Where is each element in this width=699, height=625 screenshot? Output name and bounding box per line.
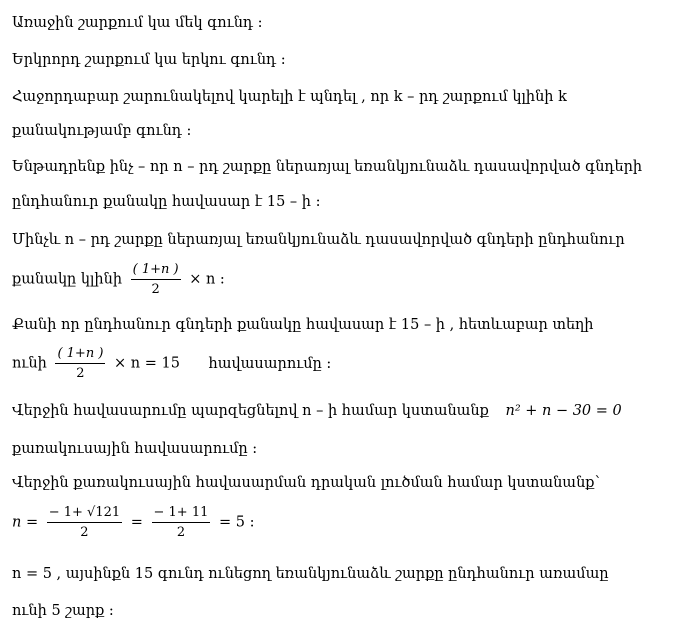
formula4-denominator-1: 2: [80, 525, 89, 540]
formula2-tail: հավասարումը :: [208, 355, 332, 372]
formula4-eq: =: [130, 514, 143, 531]
formula-line-2: [12, 346, 331, 381]
formula2-denominator: 2: [76, 366, 85, 381]
line-11: Վերջին քառակուսային հավասարման դրական լուծման համար կստանանք՝: [12, 475, 600, 491]
line-4: քանակությամբ գունդ :: [12, 123, 192, 139]
line-1: Առաջին շարքում կա մեկ գունդ :: [12, 15, 263, 31]
formula3: n² + n − 30 = 0: [505, 403, 622, 419]
line-6: ընդհանուր քանակը հավասար է 15 – ի :: [12, 194, 321, 210]
line-10: քառակուսային հավասարումը :: [12, 441, 258, 457]
formula2-suffix: × n = 15: [114, 355, 180, 372]
formula1-fraction: [131, 262, 181, 297]
line-5: Ենթադրենք ինչ – որ n – րդ շարքը ներառյալ եռանկյունաձև դասավորված գնդերի: [12, 159, 643, 175]
formula4-result: = 5 :: [219, 514, 255, 531]
formula4-numerator-2: − 1+ 11: [152, 505, 211, 523]
formula-line-1: [12, 262, 225, 297]
formula4-numerator-1: − 1+ √121: [47, 505, 122, 523]
line-8: Քանի որ ընդհանուր գնդերի քանակը հավասար է 15 – ի , հետևաբար տեղի: [12, 317, 594, 333]
line-7: Մինչև n – րդ շարքը ներառյալ եռանկյունաձև դասավորված գնդերի ընդհանուր: [12, 232, 625, 248]
formula2-prefix: ունի: [12, 355, 47, 372]
line-9-wrapper: [12, 402, 622, 420]
line-9: Վերջին հավասարումը պարզեցնելով n – ի համար կստանանք: [12, 403, 489, 419]
line-12: n = 5 , այսինքն 15 գունդ ունեցող եռանկյունաձև շարքը ընդհանուր առամաը: [12, 566, 609, 582]
formula4-fraction-2: [152, 505, 211, 540]
formula4-fraction-1: [47, 505, 122, 540]
formula1-prefix: քանակը կլինի: [12, 271, 123, 288]
formula4-lhs: n =: [12, 514, 39, 531]
line-2: Երկրորդ շարքում կա երկու գունդ :: [12, 52, 286, 68]
formula1-suffix: × n :: [189, 271, 225, 288]
formula4-denominator-2: 2: [176, 525, 186, 540]
formula2-numerator: ( 1+n ): [55, 346, 105, 364]
line-13: ունի 5 շարք :: [12, 603, 114, 619]
formula1-denominator: 2: [151, 282, 160, 297]
formula1-numerator: ( 1+n ): [131, 262, 181, 280]
line-3: Հաջորդաբար շարունակելով կարելի է պնդել , որ k – րդ շարքում կլինի k: [12, 89, 567, 105]
formula2-fraction: [55, 346, 105, 381]
formula-line-4: [12, 505, 254, 540]
